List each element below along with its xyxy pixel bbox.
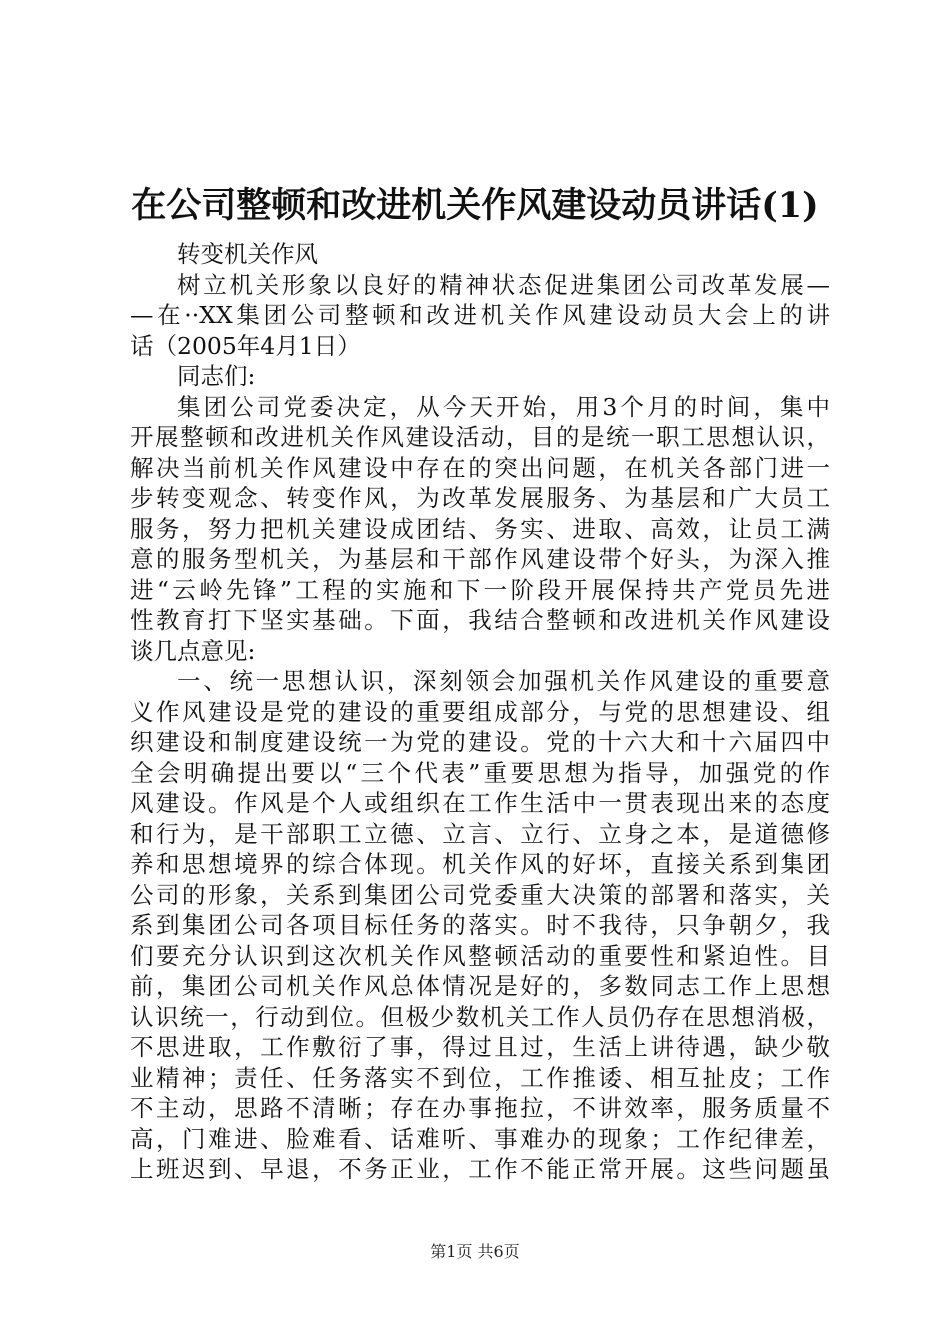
text-line: 转变机关作风 [177, 240, 318, 268]
text-line: 公司的形象，关系到集团公司党委重大决策的部署和落实，关 [130, 880, 830, 909]
text-line: 话（2005年4月1日） [130, 331, 361, 360]
text-line: 意的服务型机关，为基层和干部作风建设带个好头，为深入推 [130, 545, 830, 573]
text-line: 同志们: [177, 362, 256, 390]
text-line: 们要充分认识到这次机关作风整顿活动的重要性和紧迫性。目 [130, 941, 830, 970]
text-line: 服务，努力把机关建设成团结、务实、进取、高效，让员工满 [130, 514, 830, 543]
text-line: 业精神；责任、任务落实不到位，工作推诿、相互扯皮；工作 [130, 1063, 830, 1092]
text-line: 上班迟到、早退，不务正业，工作不能正常开展。这些问题虽 [130, 1155, 830, 1183]
text-line: 不主动，思路不清晰；存在办事拖拉，不讲效率，服务质量不 [130, 1094, 830, 1122]
text-line: 认识统一，行动到位。但极少数机关工作人员仍存在思想消极， [130, 1002, 830, 1031]
text-line: 高，门难进、脸难看、话难听、事难办的现象；工作纪律差， [130, 1124, 830, 1153]
document-title: 在公司整顿和改进机关作风建设动员讲话(1) [131, 185, 819, 226]
text-line: 一、统一思想认识，深刻领会加强机关作风建设的重要意 [177, 667, 830, 695]
document-body [130, 239, 830, 1185]
text-line: 步转变观念、转变作风，为改革发展服务、为基层和广大员工 [130, 484, 830, 512]
text-line: —在··XX集团公司整顿和改进机关作风建设动员大会上的讲 [130, 301, 830, 329]
text-line: 养和思想境界的综合体现。机关作风的好坏，直接关系到集团 [130, 850, 830, 878]
text-line: 风建设。作风是个人或组织在工作生活中一贯表现出来的态度 [130, 789, 830, 817]
page-number-footer: 第1页 共6页 [430, 1242, 520, 1261]
text-line: 树立机关形象以良好的精神状态促进集团公司改革发展— [177, 270, 830, 299]
text-line: 不思进取，工作敷衍了事，得过且过，生活上讲待遇，缺少敬 [130, 1033, 830, 1061]
text-line: 前，集团公司机关作风总体情况是好的，多数同志工作上思想 [130, 972, 830, 1000]
text-line: 解决当前机关作风建设中存在的突出问题，在机关各部门进一 [130, 453, 830, 482]
text-line: 和行为，是干部职工立德、立言、立行、立身之本，是道德修 [130, 819, 830, 848]
text-line: 织建设和制度建设统一为党的建设。党的十六大和十六届四中 [130, 728, 830, 756]
text-line: 全会明确提出要以“三个代表”重要思想为指导，加强党的作 [130, 758, 830, 787]
text-line: 性教育打下坚实基础。下面，我结合整顿和改进机关作风建设 [130, 606, 830, 634]
text-line: 谈几点意见: [130, 636, 256, 665]
text-line: 义作风建设是党的建设的重要组成部分，与党的思想建设、组 [130, 697, 830, 726]
text-line: 集团公司党委决定，从今天开始，用3个月的时间，集中 [177, 392, 830, 421]
text-line: 系到集团公司各项目标任务的落实。时不我待，只争朝夕，我 [130, 911, 830, 939]
text-line: 进“云岭先锋”工程的实施和下一阶段开展保持共产党员先进 [130, 575, 830, 604]
text-line: 开展整顿和改进机关作风建设活动，目的是统一职工思想认识， [130, 423, 830, 451]
